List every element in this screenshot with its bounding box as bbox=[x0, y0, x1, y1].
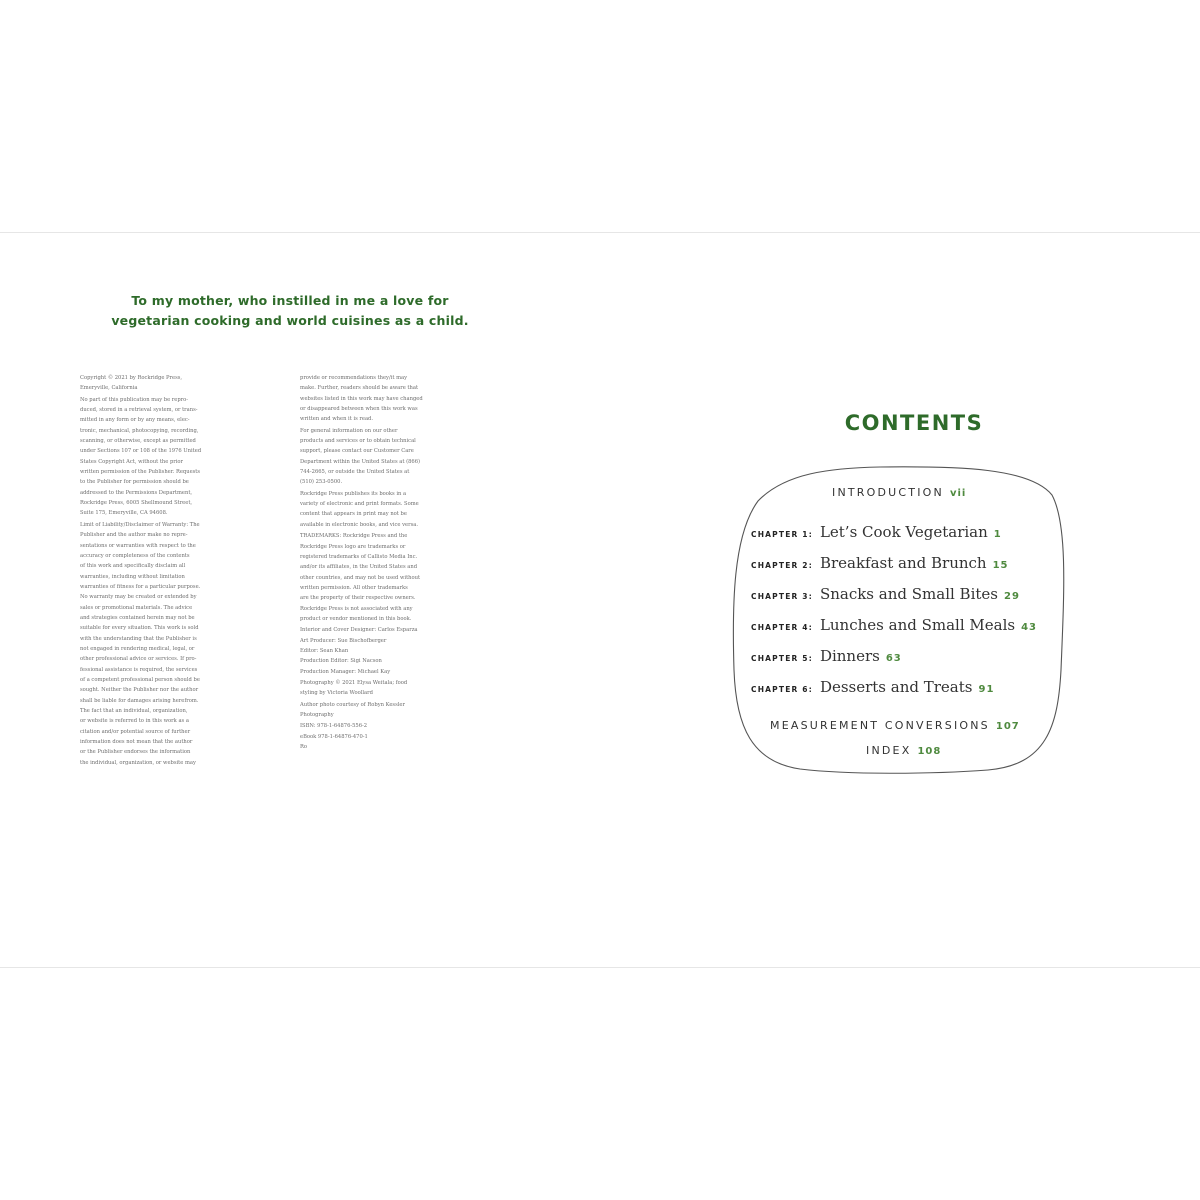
copyright-line: and/or its affiliates, in the United States and bbox=[300, 564, 418, 571]
copyright-line: are the property of their respective owners. bbox=[300, 595, 416, 602]
toc-chapter-4-page: 43 bbox=[1021, 622, 1037, 633]
copyright-line: make. Further, readers should be aware that bbox=[300, 385, 419, 392]
toc-chapter-5-label: CHAPTER 5: bbox=[751, 654, 813, 663]
toc-introduction[interactable] bbox=[832, 486, 966, 499]
copyright-paragraph bbox=[300, 489, 472, 530]
dedication-line-2: vegetarian cooking and world cuisines as a child. bbox=[111, 313, 469, 328]
copyright-line: accuracy or completeness of the contents bbox=[80, 552, 190, 559]
copyright-line: Department within the United States at (866) bbox=[300, 458, 421, 465]
copyright-line: sought. Neither the Publisher nor the author bbox=[80, 687, 199, 694]
copyright-line: duced, stored in a retrieval system, or trans- bbox=[80, 407, 198, 414]
copyright-line: the individual, organization, or website may bbox=[80, 759, 196, 766]
copyright-paragraph bbox=[300, 700, 472, 721]
copyright-line: 744-2665, or outside the United States at bbox=[300, 469, 410, 476]
toc-chapter-1[interactable] bbox=[751, 523, 1002, 541]
toc-chapter-2-label: CHAPTER 2: bbox=[751, 561, 813, 570]
copyright-line: of this work and specifically disclaim all bbox=[80, 563, 186, 570]
toc-measurement-page: 107 bbox=[995, 721, 1020, 732]
copyright-line: For general information on our other bbox=[300, 427, 398, 434]
copyright-line: TRADEMARKS: Rockridge Press and the bbox=[300, 533, 408, 540]
copyright-line: fessional assistance is required, the services bbox=[80, 666, 198, 673]
copyright-line: Rockridge Press logo are trademarks or bbox=[300, 543, 406, 550]
toc-chapter-4-label: CHAPTER 4: bbox=[751, 623, 813, 632]
copyright-line: Author photo courtesy of Robyn Kessler bbox=[300, 701, 405, 708]
copyright-paragraph bbox=[80, 373, 252, 394]
copyright-line: content that appears in print may not be bbox=[300, 511, 407, 518]
toc-index[interactable] bbox=[866, 744, 941, 757]
copyright-line: Rockridge Press is not associated with any bbox=[300, 605, 413, 612]
copyright-paragraph bbox=[80, 520, 252, 768]
toc-index-page: 108 bbox=[917, 746, 942, 757]
copyright-line: Rockridge Press, 6005 Shellmound Street, bbox=[80, 500, 193, 507]
toc-chapter-6-page: 91 bbox=[978, 684, 995, 695]
copyright-line: mitted in any form or by any means, elec- bbox=[80, 417, 190, 424]
copyright-line: No warranty may be created or extended by bbox=[80, 594, 197, 601]
copyright-paragraph bbox=[300, 625, 472, 677]
toc-chapter-6-label: CHAPTER 6: bbox=[751, 685, 813, 694]
copyright-line: under Sections 107 or 108 of the 1976 United bbox=[80, 448, 202, 455]
copyright-line: other professional advice or services. If pro- bbox=[80, 656, 197, 663]
copyright-line: scanning, or otherwise, except as permitted bbox=[80, 438, 196, 445]
copyright-line: written and when it is read. bbox=[300, 416, 374, 423]
copyright-line: styling by Victoria Woollard bbox=[300, 690, 373, 697]
dedication-line-1: To my mother, who instilled in me a love for bbox=[131, 293, 449, 308]
toc-measurement-conversions[interactable] bbox=[770, 719, 1020, 732]
copyright-column-right bbox=[300, 373, 472, 753]
copyright-line: Suite 175, Emeryville, CA 94608. bbox=[80, 510, 168, 517]
toc-chapter-6-title: Desserts and Treats bbox=[819, 678, 973, 696]
copyright-line: ISBN: 978-1-64876-556-2 bbox=[300, 723, 368, 730]
copyright-line: suitable for every situation. This work is sold bbox=[80, 625, 199, 632]
copyright-line: written permission of the Publisher. Requests bbox=[80, 469, 201, 476]
copyright-line: with the understanding that the Publisher is bbox=[80, 635, 197, 642]
copyright-line: not engaged in rendering medical, legal, or bbox=[80, 645, 195, 652]
toc-chapter-2-page: 15 bbox=[992, 560, 1009, 571]
book-spread bbox=[0, 232, 1200, 968]
copyright-line: products and services or to obtain technical bbox=[300, 438, 416, 445]
copyright-line: Art Producer: Sue Bischofberger bbox=[300, 637, 387, 644]
copyright-line: Production Manager: Michael Kay bbox=[300, 668, 391, 675]
copyright-line: and strategies contained herein may not be bbox=[80, 614, 195, 621]
copyright-line: or website is referred to in this work as a bbox=[80, 718, 189, 725]
copyright-line: Photography bbox=[300, 712, 334, 718]
copyright-line: Rockridge Press publishes its books in a bbox=[300, 490, 407, 497]
copyright-line: written permission. All other trademarks bbox=[300, 584, 408, 591]
toc-chapter-1-label: CHAPTER 1: bbox=[751, 530, 813, 539]
copyright-line: Limit of Liability/Disclaimer of Warranty: The bbox=[80, 521, 200, 528]
toc-chapter-5-page: 63 bbox=[885, 653, 902, 664]
copyright-line: shall be liable for damages arising herefrom. bbox=[80, 697, 199, 704]
copyright-line: (510) 253-0500. bbox=[300, 479, 343, 486]
copyright-column-left bbox=[80, 373, 252, 769]
copyright-paragraph bbox=[300, 373, 472, 425]
toc-index-label: INDEX bbox=[866, 744, 912, 757]
copyright-line: warranties of fitness for a particular purpose. bbox=[80, 583, 201, 590]
toc-chapter-5-title: Dinners bbox=[819, 647, 880, 665]
copyright-paragraph bbox=[300, 531, 472, 624]
copyright-line: Publisher and the author make no repre- bbox=[80, 532, 188, 539]
copyright-line: of a competent professional person should be bbox=[80, 676, 200, 683]
copyright-paragraph bbox=[300, 426, 472, 488]
contents-title: CONTENTS bbox=[844, 411, 984, 435]
copyright-line: provide or recommendations they/it may bbox=[300, 375, 408, 381]
copyright-line: support, please contact our Customer Care bbox=[300, 448, 414, 455]
toc-chapter-5[interactable] bbox=[751, 647, 902, 665]
toc-introduction-label: INTRODUCTION bbox=[832, 486, 944, 499]
toc-chapter-3[interactable] bbox=[751, 585, 1020, 603]
copyright-line: Interior and Cover Designer: Carlos Esparza bbox=[300, 627, 418, 634]
copyright-line: Copyright © 2021 by Rockridge Press, bbox=[80, 375, 183, 381]
copyright-line: The fact that an individual, organization, bbox=[80, 708, 188, 714]
toc-chapter-2-title: Breakfast and Brunch bbox=[819, 554, 987, 572]
copyright-line: Emeryville, California bbox=[80, 385, 138, 392]
toc-introduction-page: vii bbox=[949, 488, 967, 499]
copyright-line: States Copyright Act, without the prior bbox=[80, 458, 184, 465]
copyright-line: information does not mean that the author bbox=[80, 739, 193, 746]
copyright-line: or disappeared between when this work was bbox=[300, 406, 418, 413]
copyright-line: product or vendor mentioned in this book. bbox=[300, 615, 412, 622]
copyright-line: Ro bbox=[300, 744, 308, 751]
copyright-line: or the Publisher endorses the information bbox=[80, 749, 191, 756]
copyright-line: to the Publisher for permission should be bbox=[80, 479, 189, 486]
copyright-line: variety of electronic and print formats. Some bbox=[300, 501, 419, 508]
toc-chapter-3-label: CHAPTER 3: bbox=[751, 592, 813, 601]
copyright-paragraph bbox=[300, 721, 472, 752]
copyright-line: Production Editor: Sigi Nacson bbox=[300, 658, 382, 665]
copyright-line: Photography © 2021 Elysa Weitala; food bbox=[300, 679, 408, 686]
toc-measurement-label: MEASUREMENT CONVERSIONS bbox=[770, 719, 990, 732]
toc-chapter-4[interactable] bbox=[751, 616, 1037, 634]
copyright-line: available in electronic books, and vice versa. bbox=[300, 521, 418, 528]
toc-chapter-6[interactable] bbox=[751, 678, 994, 696]
toc-chapter-1-page: 1 bbox=[993, 529, 1002, 540]
copyright-line: addressed to the Permissions Department, bbox=[80, 489, 193, 496]
copyright-line: warranties, including without limitation bbox=[80, 573, 185, 580]
copyright-line: other countries, and may not be used without bbox=[300, 574, 421, 581]
copyright-line: citation and/or potential source of further bbox=[80, 728, 191, 735]
toc-chapter-4-title: Lunches and Small Meals bbox=[819, 616, 1016, 634]
copyright-line: sentations or warranties with respect to the bbox=[80, 542, 196, 549]
copyright-line: sales or promotional materials. The advice bbox=[80, 604, 193, 611]
copyright-line: tronic, mechanical, photocopying, recording, bbox=[80, 427, 199, 434]
copyright-paragraph bbox=[80, 395, 252, 519]
copyright-line: No part of this publication may be repro- bbox=[80, 396, 189, 403]
toc-chapter-1-title: Let’s Cook Vegetarian bbox=[819, 523, 988, 541]
dedication bbox=[100, 291, 480, 331]
toc-chapter-3-page: 29 bbox=[1003, 591, 1020, 602]
copyright-paragraph bbox=[300, 678, 472, 699]
copyright-line: eBook 978-1-64876-470-1 bbox=[300, 733, 368, 740]
toc-chapter-3-title: Snacks and Small Bites bbox=[819, 585, 998, 603]
toc-chapter-2[interactable] bbox=[751, 554, 1009, 572]
copyright-line: registered trademarks of Callisto Media Inc. bbox=[300, 553, 418, 560]
copyright-line: Editor: Sean Khan bbox=[300, 647, 349, 654]
copyright-line: websites listed in this work may have changed bbox=[300, 395, 423, 402]
